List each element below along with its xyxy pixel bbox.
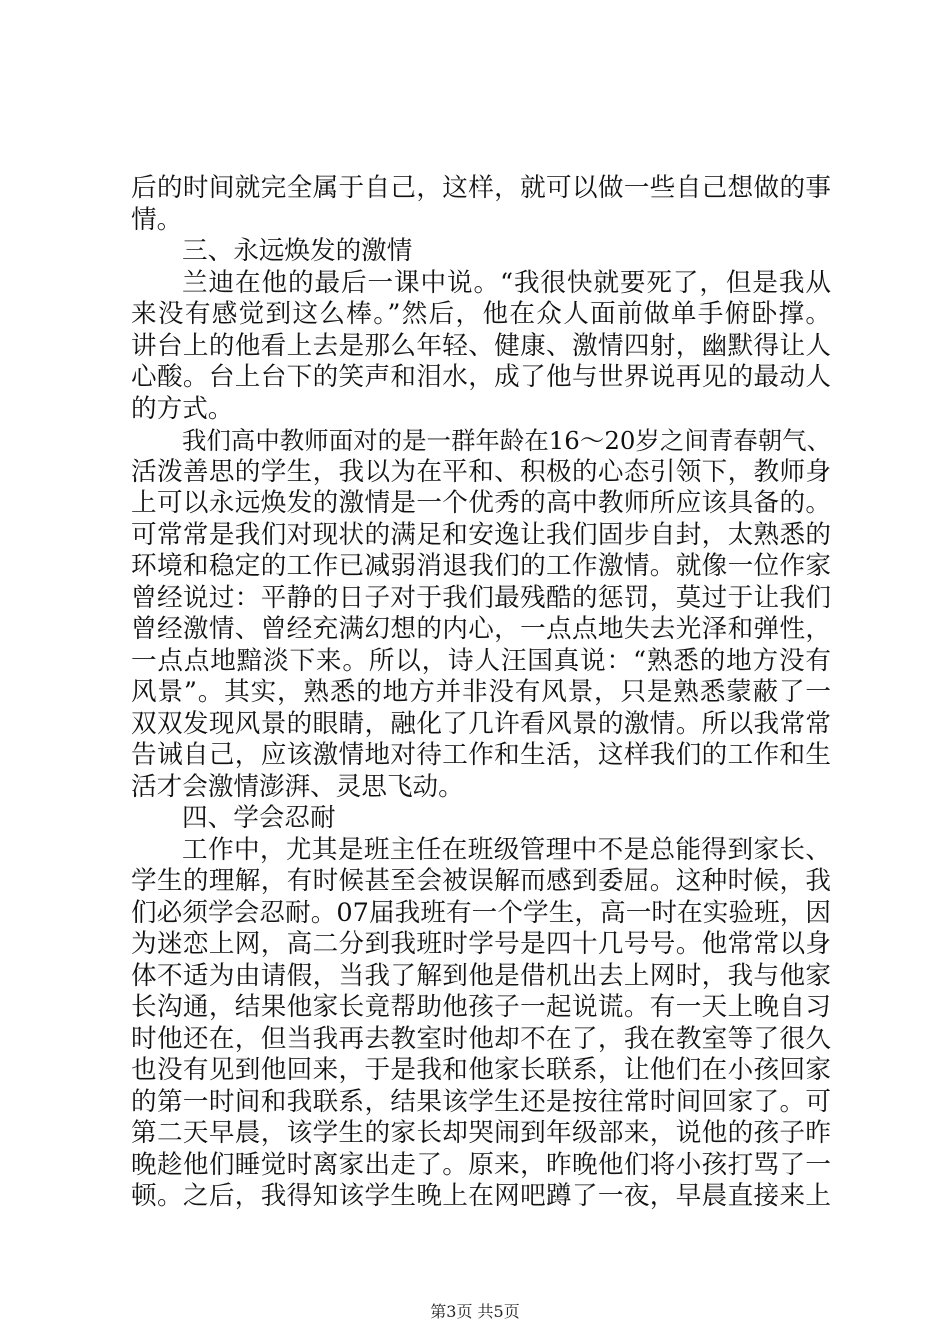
- document-body: [131, 173, 831, 1213]
- text-line: 活才会激情澎湃、灵思飞动。: [131, 771, 464, 802]
- text-line: 曾经说过：平静的日子对于我们最残酷的惩罚，莫过于让我们: [131, 582, 831, 613]
- text-line: 兰迪在他的最后一课中说。“我很快就要死了，但是我从: [182, 267, 831, 298]
- text-line: 上可以永远焕发的激情是一个优秀的高中教师所应该具备的。: [131, 488, 831, 518]
- text-line: 第二天早晨，该学生的家长却哭闹到年级部来，说他的孩子昨: [131, 1118, 831, 1148]
- text-line: 顿。之后，我得知该学生晚上在网吧蹲了一夜，早晨直接来上: [131, 1181, 831, 1211]
- text-line: 们必须学会忍耐。07届我班有一个学生，高一时在实验班，因: [131, 897, 831, 928]
- text-line: 学生的理解，有时候甚至会被误解而感到委屈。这种时候，我: [131, 866, 831, 896]
- text-line: 曾经激情、曾经充满幻想的内心，一点点地失去光泽和弹性，: [131, 614, 831, 644]
- text-line: 风景”。其实，熟悉的地方并非没有风景，只是熟悉蒙蔽了一: [131, 677, 831, 707]
- text-line: 也没有见到他回来，于是我和他家长联系，让他们在小孩回家: [131, 1055, 831, 1085]
- text-line: 心酸。台上台下的笑声和泪水，成了他与世界说再见的最动人: [131, 362, 831, 392]
- text-line: 来没有感觉到这么棒。”然后，他在众人面前做单手俯卧撑。: [131, 299, 831, 329]
- text-line: 活泼善思的学生，我以为在平和、积极的心态引领下，教师身: [131, 456, 831, 487]
- text-line: 可常常是我们对现状的满足和安逸让我们固步自封，太熟悉的: [131, 519, 831, 550]
- text-line: 的方式。: [131, 393, 234, 424]
- text-line: 情。: [131, 204, 183, 235]
- section-heading: 三、永远焕发的激情: [182, 236, 413, 266]
- text-line: 一点点地黯淡下来。所以，诗人汪国真说：“熟悉的地方没有: [131, 645, 831, 676]
- text-line: 晚趁他们睡觉时离家出走了。原来，昨晚他们将小孩打骂了一: [131, 1149, 831, 1180]
- page-footer: 第3页 共5页: [430, 1302, 520, 1321]
- text-line: 体不适为由请假，当我了解到他是借机出去上网时，我与他家: [131, 960, 831, 991]
- text-line: 双双发现风景的眼睛，融化了几许看风景的激情。所以我常常: [131, 708, 831, 739]
- text-line: 后的时间就完全属于自己，这样，就可以做一些自己想做的事: [131, 173, 831, 203]
- text-line: 时他还在，但当我再去教室时他却不在了，我在教室等了很久: [131, 1023, 831, 1054]
- text-line: 告诫自己，应该激情地对待工作和生活，这样我们的工作和生: [131, 740, 831, 770]
- text-line: 我们高中教师面对的是一群年龄在16～20岁之间青春朝气、: [182, 426, 831, 455]
- text-line: 的第一时间和我联系，结果该学生还是按往常时间回家了。可: [131, 1086, 831, 1117]
- text-line: 工作中，尤其是班主任在班级管理中不是总能得到家长、: [182, 834, 831, 865]
- text-line: 讲台上的他看上去是那么年轻、健康、激情四射，幽默得让人: [131, 330, 831, 361]
- text-line: 长沟通，结果他家长竟帮助他孩子一起说谎。有一天上晚自习: [131, 992, 831, 1022]
- section-heading: 四、学会忍耐: [182, 803, 336, 833]
- text-line: 为迷恋上网，高二分到我班时学号是四十几号号。他常常以身: [131, 929, 831, 959]
- text-line: 环境和稳定的工作已减弱消退我们的工作激情。就像一位作家: [131, 551, 831, 581]
